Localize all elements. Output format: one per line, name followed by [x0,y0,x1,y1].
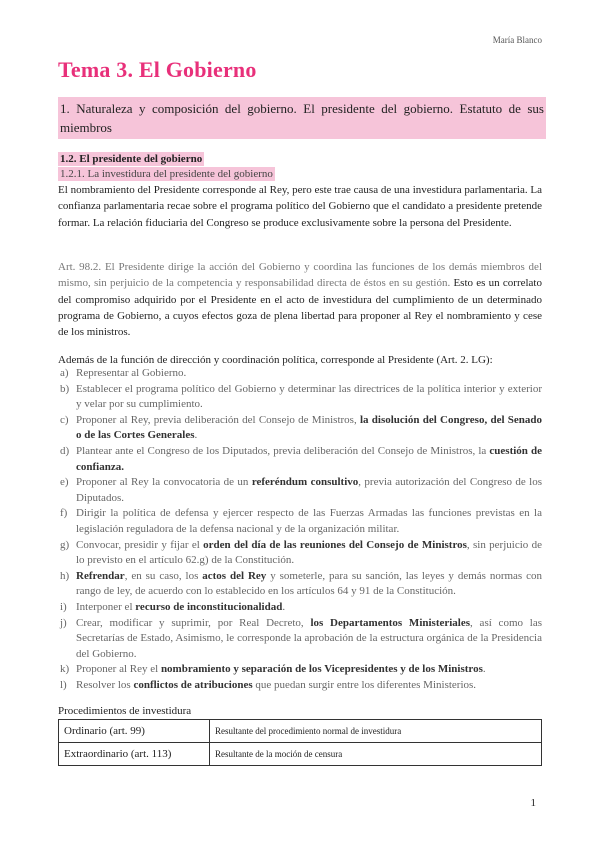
list-item-emphasis: referéndum consultivo [251,476,359,489]
list-item-text: Representar al Gobierno. [76,367,187,379]
list-item [58,569,542,600]
list-marker: i) [60,600,67,613]
list-item-text: Establecer el programa político del Gobierno y determinar las directrices de la política interior y exterior y velar por su cumplimiento. [76,382,542,411]
list-marker: b) [60,382,70,395]
list-item-text: Proponer al Rey la convocatoria de un [76,476,252,489]
page-number: 1 [530,797,536,809]
list-item-emphasis: cuestión de confianza. [76,444,542,473]
list-marker: e) [60,476,69,489]
paragraph-art-98 [58,259,542,340]
list-item-emphasis: recurso de inconstitucionalidad [135,600,283,613]
table-cell-description: Resultante de la moción de censura [210,743,542,766]
list-item-text: Convocar, presidir y fijar el [76,538,204,551]
list-marker: c) [60,413,69,426]
list-item [58,662,542,678]
list-item-text: Dirigir la política de defensa y ejercer respecto de las Fuerzas Armadas las funciones previstas en la legislación reguladora de la defensa nacional y de la organización militar. [76,507,542,535]
list-item-text: Resolver los [76,678,134,691]
functions-list [58,366,542,693]
table-row [59,720,542,743]
list-item-emphasis: nombramiento y separación de los Vicepresidentes y de los Ministros [160,663,483,676]
list-item [58,538,542,569]
list-item [58,475,542,506]
paragraph-investidura: El nombramiento del Presidente corresponde al Rey, pero este trae causa de una investidura parlamentaria. La confianza parlamentaria recae sobre el programa político del Gobierno que el candidato a presidente pretende formar. La relación fiduciaria del Congreso se produce exclusivamente sobre la persona del Presidente. [58,184,542,229]
list-item-text: , así como las Secretarías de Estado, Asimismo, le corresponde la aprobación de la estructura orgánica de la Presidencia del Gobierno. [76,616,542,660]
list-item-emphasis: conflictos de atribuciones [133,678,253,691]
table-cell-procedure: Ordinario (art. 99) [59,720,210,743]
list-item [58,444,542,475]
list-item-text: Plantear ante el Congreso de los Diputados, previa deliberación del Consejo de Ministros, la [76,444,490,457]
list-item-text: que puedan surgir entre los diferentes Ministerios. [252,678,477,691]
list-item-text: Interponer el [76,600,136,613]
list-item [58,616,542,663]
list-marker: g) [60,538,70,551]
list-item-text: Proponer al Rey, previa deliberación del Consejo de Ministros, [76,413,360,426]
table-caption: Procedimientos de investidura [58,705,192,717]
list-marker: f) [60,507,68,520]
paragraph-funciones-intro: Además de la función de dirección y coordinación política, corresponde al Presidente (Art. 2. LG): [58,354,493,366]
article-quote: Art. 98.2. El Presidente dirige la acción del Gobierno y coordina las funciones de los demás miembros del mismo, sin perjuicio de la competencia y responsabilidad directa de éstos en su gestión. [58,261,542,290]
section-heading-1-2-1: 1.2.1. La investidura del presidente del gobierno [60,168,273,180]
list-item-text: . [482,663,486,676]
list-item-text: . [282,600,286,613]
list-marker: k) [60,663,70,676]
list-item-text: Crear, modificar y suprimir, por Real Decreto, [76,616,311,629]
list-marker: h) [60,569,70,582]
table-cell-procedure: Extraordinario (art. 113) [59,743,210,766]
list-marker: d) [60,444,70,457]
article-commentary: Esto es un correlato del compromiso adquirido por el Presidente en el acto de investidura del cumplimiento de un determinado programa de Gobierno, a cuyos efectos goza de plena libertad para proponer al Rey el nombramiento y cese de los ministros. [58,277,542,339]
author-name: María Blanco [492,35,542,45]
list-item-text: , en su caso, los [124,569,203,582]
list-item [58,382,542,413]
list-item-emphasis: actos del Rey [202,569,267,582]
section-heading-1-2: 1.2. El presidente del gobierno [60,153,203,165]
list-item-text: Proponer al Rey el [76,663,161,676]
section-heading-1: 1. Naturaleza y composición del gobierno. El presidente del gobierno. Estatuto de sus miembros [58,97,546,139]
list-item [58,678,542,694]
list-item-emphasis: los Departamentos Ministeriales [310,616,471,629]
list-marker: a) [60,367,69,379]
list-item-emphasis: orden del día de las reuniones del Consejo de Ministros [203,538,467,551]
list-item-emphasis: Refrendar [76,569,125,582]
page-title: Tema 3. El Gobierno [58,57,257,82]
list-item-text: , sin perjuicio de lo previsto en el artículo 62.g) de la Constitución. [76,538,542,567]
list-item-text: , previa autorización del Congreso de los Diputados. [76,476,542,504]
investidura-table [58,719,542,766]
list-marker: j) [60,616,67,629]
list-marker: l) [60,678,67,691]
list-item [58,413,542,444]
table-row [59,743,542,766]
table-cell-description: Resultante del procedimiento normal de investidura [210,720,542,743]
list-item-emphasis: la disolución del Congreso, del Senado o de las Cortes Generales [76,413,542,442]
list-item [58,600,542,616]
list-item-text: . [194,429,198,442]
list-item-text: y someterle, para su sanción, las leyes y demás normas con rango de ley, de acuerdo con lo establecido en los artículos 64 y 91 de la Constitución. [76,569,543,598]
list-item [58,366,542,382]
list-item [58,506,542,537]
